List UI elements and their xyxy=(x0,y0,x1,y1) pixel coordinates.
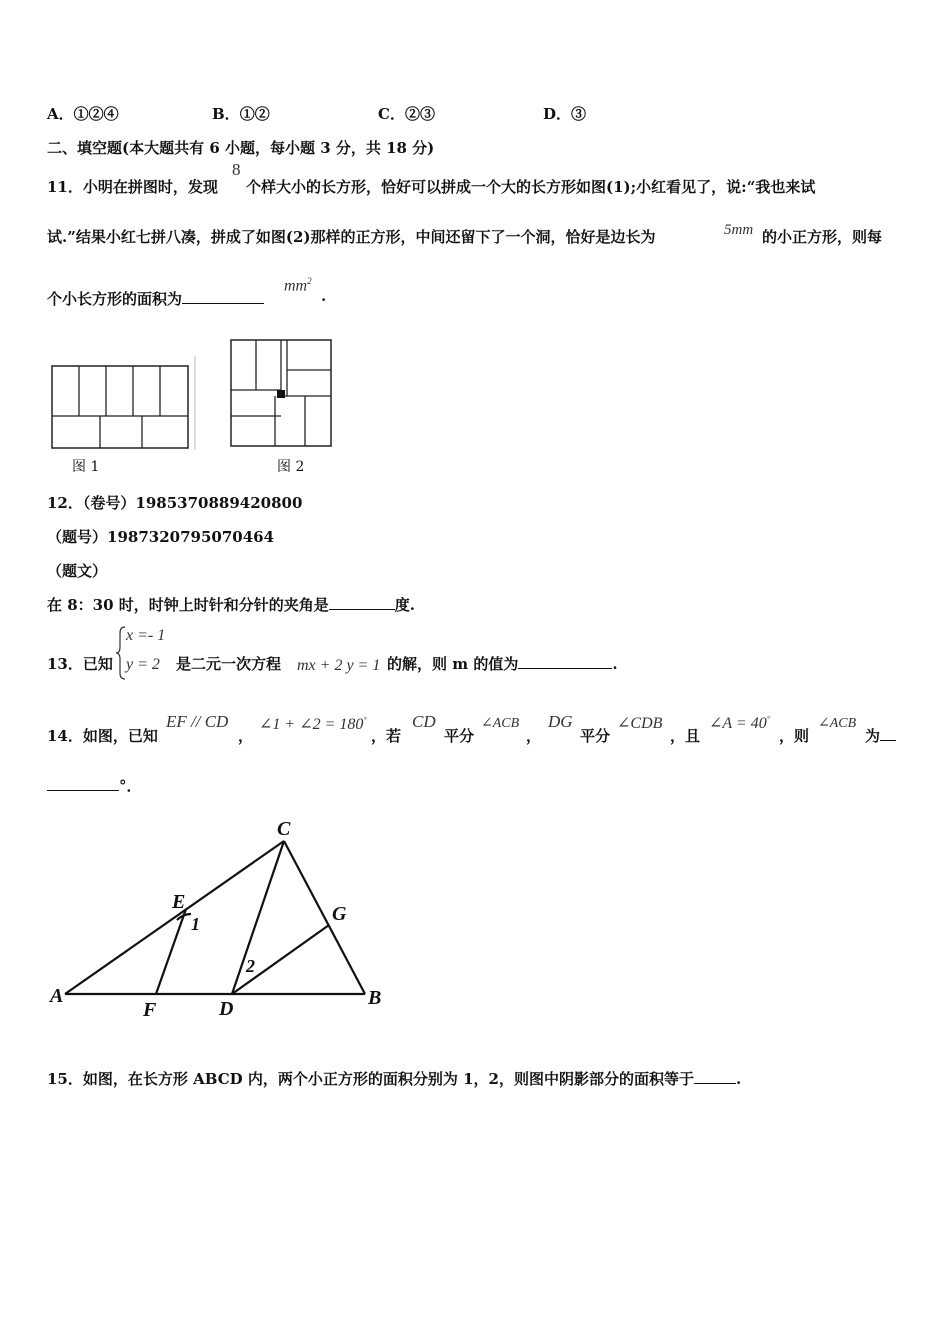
q11-text-2: 个样大小的长方形，恰好可以拼成一个大的长方形如图(1);小红看见了，说:“我也来试 xyxy=(246,178,816,196)
q14-parallel: EF // CD xyxy=(166,712,229,731)
q11-text-3: 试.”结果小红七拼八凑，拼成了如图(2)那样的正方形，中间还留下了一个洞，恰好是边长为 xyxy=(47,228,656,246)
q14-number: 14． xyxy=(47,727,83,745)
q14-lead xyxy=(47,725,158,746)
option-a-text: ①②④ xyxy=(73,105,119,123)
q14-comma-2: ， xyxy=(526,727,542,745)
q14-line2 xyxy=(47,775,142,796)
q14-text-3: 平分 xyxy=(444,727,475,745)
q14-triangle-figure xyxy=(44,810,394,1030)
q11-text-4: 的小正方形，则每 xyxy=(762,228,883,246)
q14-text-1: 如图，已知 xyxy=(82,727,158,745)
q12-text-label: （题文） xyxy=(47,562,108,580)
q13-text-3: 的解，则 m 的值为 xyxy=(387,655,519,673)
q13-text-2: 是二元一次方程 xyxy=(176,655,282,673)
q15-text-1: 如图，在长方形 ABCD 内，两个小正方形的面积分别为 1，2，则图中阴影部分的面积等于 xyxy=(82,1070,694,1088)
q14-acb-1: ∠ACB xyxy=(481,716,520,731)
q11-end: . xyxy=(321,287,327,305)
q11-number: 11． xyxy=(47,178,83,196)
q11-unit-text: mm xyxy=(284,277,308,295)
option-c-text: ②③ xyxy=(404,105,435,123)
q11-line3 xyxy=(47,288,264,309)
label-c: C xyxy=(277,818,291,840)
q15-body xyxy=(47,1068,741,1089)
q12-question-id: 1987320795070464 xyxy=(107,528,275,546)
label-angle-1: 1 xyxy=(191,914,200,934)
q14-text-5: ，且 xyxy=(670,727,701,745)
q14-answer-blank-1[interactable] xyxy=(880,726,896,741)
option-b xyxy=(212,103,270,124)
q13-eq2: y = 2 xyxy=(126,656,160,673)
q14-text-7-label: 为 xyxy=(865,727,881,745)
q12-paper-id: 1985370889420800 xyxy=(135,494,303,512)
fig1-outer xyxy=(52,366,188,448)
q11-unit xyxy=(284,276,312,295)
q13-answer-blank[interactable] xyxy=(518,654,612,669)
q13-number: 13． xyxy=(47,655,83,673)
q14-angles-text: ∠1 + ∠2 = 180 xyxy=(259,716,364,733)
q13-eq1: x =- 1 xyxy=(126,627,166,644)
q12-answer-blank[interactable] xyxy=(329,595,395,610)
q13-tail xyxy=(387,653,618,674)
q14-answer-blank-2[interactable] xyxy=(47,776,119,791)
option-b-text: ①② xyxy=(239,105,270,123)
q11-answer-blank[interactable] xyxy=(182,289,264,304)
option-d xyxy=(543,103,586,124)
section-title: 二、填空题(本大题共有 6 小题，每小题 3 分，共 18 分) xyxy=(47,139,435,157)
q11-figure-1 xyxy=(44,352,200,454)
label-f: F xyxy=(143,999,157,1021)
label-g: G xyxy=(332,903,347,925)
q14-cd: CD xyxy=(412,712,436,731)
q13-end: . xyxy=(612,655,618,673)
q12-paper-label: （卷号） xyxy=(82,494,136,512)
option-a xyxy=(47,103,119,124)
q14-angles xyxy=(259,714,367,734)
option-a-label: A． xyxy=(47,105,74,123)
option-b-label: B． xyxy=(212,105,240,123)
q15-answer-blank[interactable] xyxy=(694,1069,736,1084)
q12-number: 12． xyxy=(47,494,83,512)
label-angle-2: 2 xyxy=(246,956,255,976)
option-c-label: C． xyxy=(378,105,405,123)
q11-figure-2-caption: 图 2 xyxy=(277,459,305,475)
q13-text-1: 已知 xyxy=(82,655,113,673)
q14-angle-a-deg: ° xyxy=(766,714,770,724)
q11-figure-1-caption: 图 1 xyxy=(72,459,100,475)
segment-ef xyxy=(156,909,186,994)
q11-figure-2 xyxy=(226,336,336,452)
brace-path xyxy=(116,627,125,679)
label-a: A xyxy=(50,985,64,1007)
fig2-hole xyxy=(277,390,285,398)
q14-comma-1: ， xyxy=(238,727,254,745)
q11-count: 8 xyxy=(232,160,241,179)
q11-text-1: 小明在拼图时，发现 xyxy=(82,178,218,196)
q12-paper xyxy=(47,492,302,513)
q14-dg: DG xyxy=(548,712,573,731)
q13-equation: mx + 2 y = 1 xyxy=(297,657,381,674)
q13-lead xyxy=(47,653,113,674)
q14-angles-deg: ° xyxy=(363,715,367,725)
q14-text-6: ，则 xyxy=(779,727,810,745)
q14-text-2: ，若 xyxy=(371,727,402,745)
label-e: E xyxy=(172,891,186,913)
q11-text-5: 个小长方形的面积为 xyxy=(47,290,183,308)
q12-text-1: 在 8：30 时，时钟上时针和分针的夹角是 xyxy=(47,596,329,614)
q12-body xyxy=(47,594,415,615)
q14-angle-a xyxy=(709,713,770,733)
q14-cdb: ∠CDB xyxy=(617,715,663,732)
q14-acb-2: ∠ACB xyxy=(818,716,857,731)
q11-line1 xyxy=(47,176,218,197)
option-d-text: ③ xyxy=(571,105,587,123)
label-b: B xyxy=(368,987,382,1009)
q15-number: 15． xyxy=(47,1070,83,1088)
side-cb xyxy=(284,841,365,994)
q14-angle-a-text: ∠A = 40 xyxy=(709,715,767,732)
q14-text-4: 平分 xyxy=(580,727,611,745)
q12-text-2: 度. xyxy=(394,596,415,614)
q12-question-label: （题号） xyxy=(47,528,108,546)
q12-question xyxy=(47,526,274,547)
q14-end: °． xyxy=(119,777,142,795)
option-c xyxy=(378,103,435,124)
q11-side: 5mm xyxy=(724,222,754,238)
label-d: D xyxy=(219,998,234,1020)
segment-cd xyxy=(232,841,284,994)
q11-unit-exponent: 2 xyxy=(307,276,312,286)
q15-end: . xyxy=(735,1070,742,1088)
q14-text-7 xyxy=(865,725,896,746)
option-d-label: D． xyxy=(543,105,572,123)
